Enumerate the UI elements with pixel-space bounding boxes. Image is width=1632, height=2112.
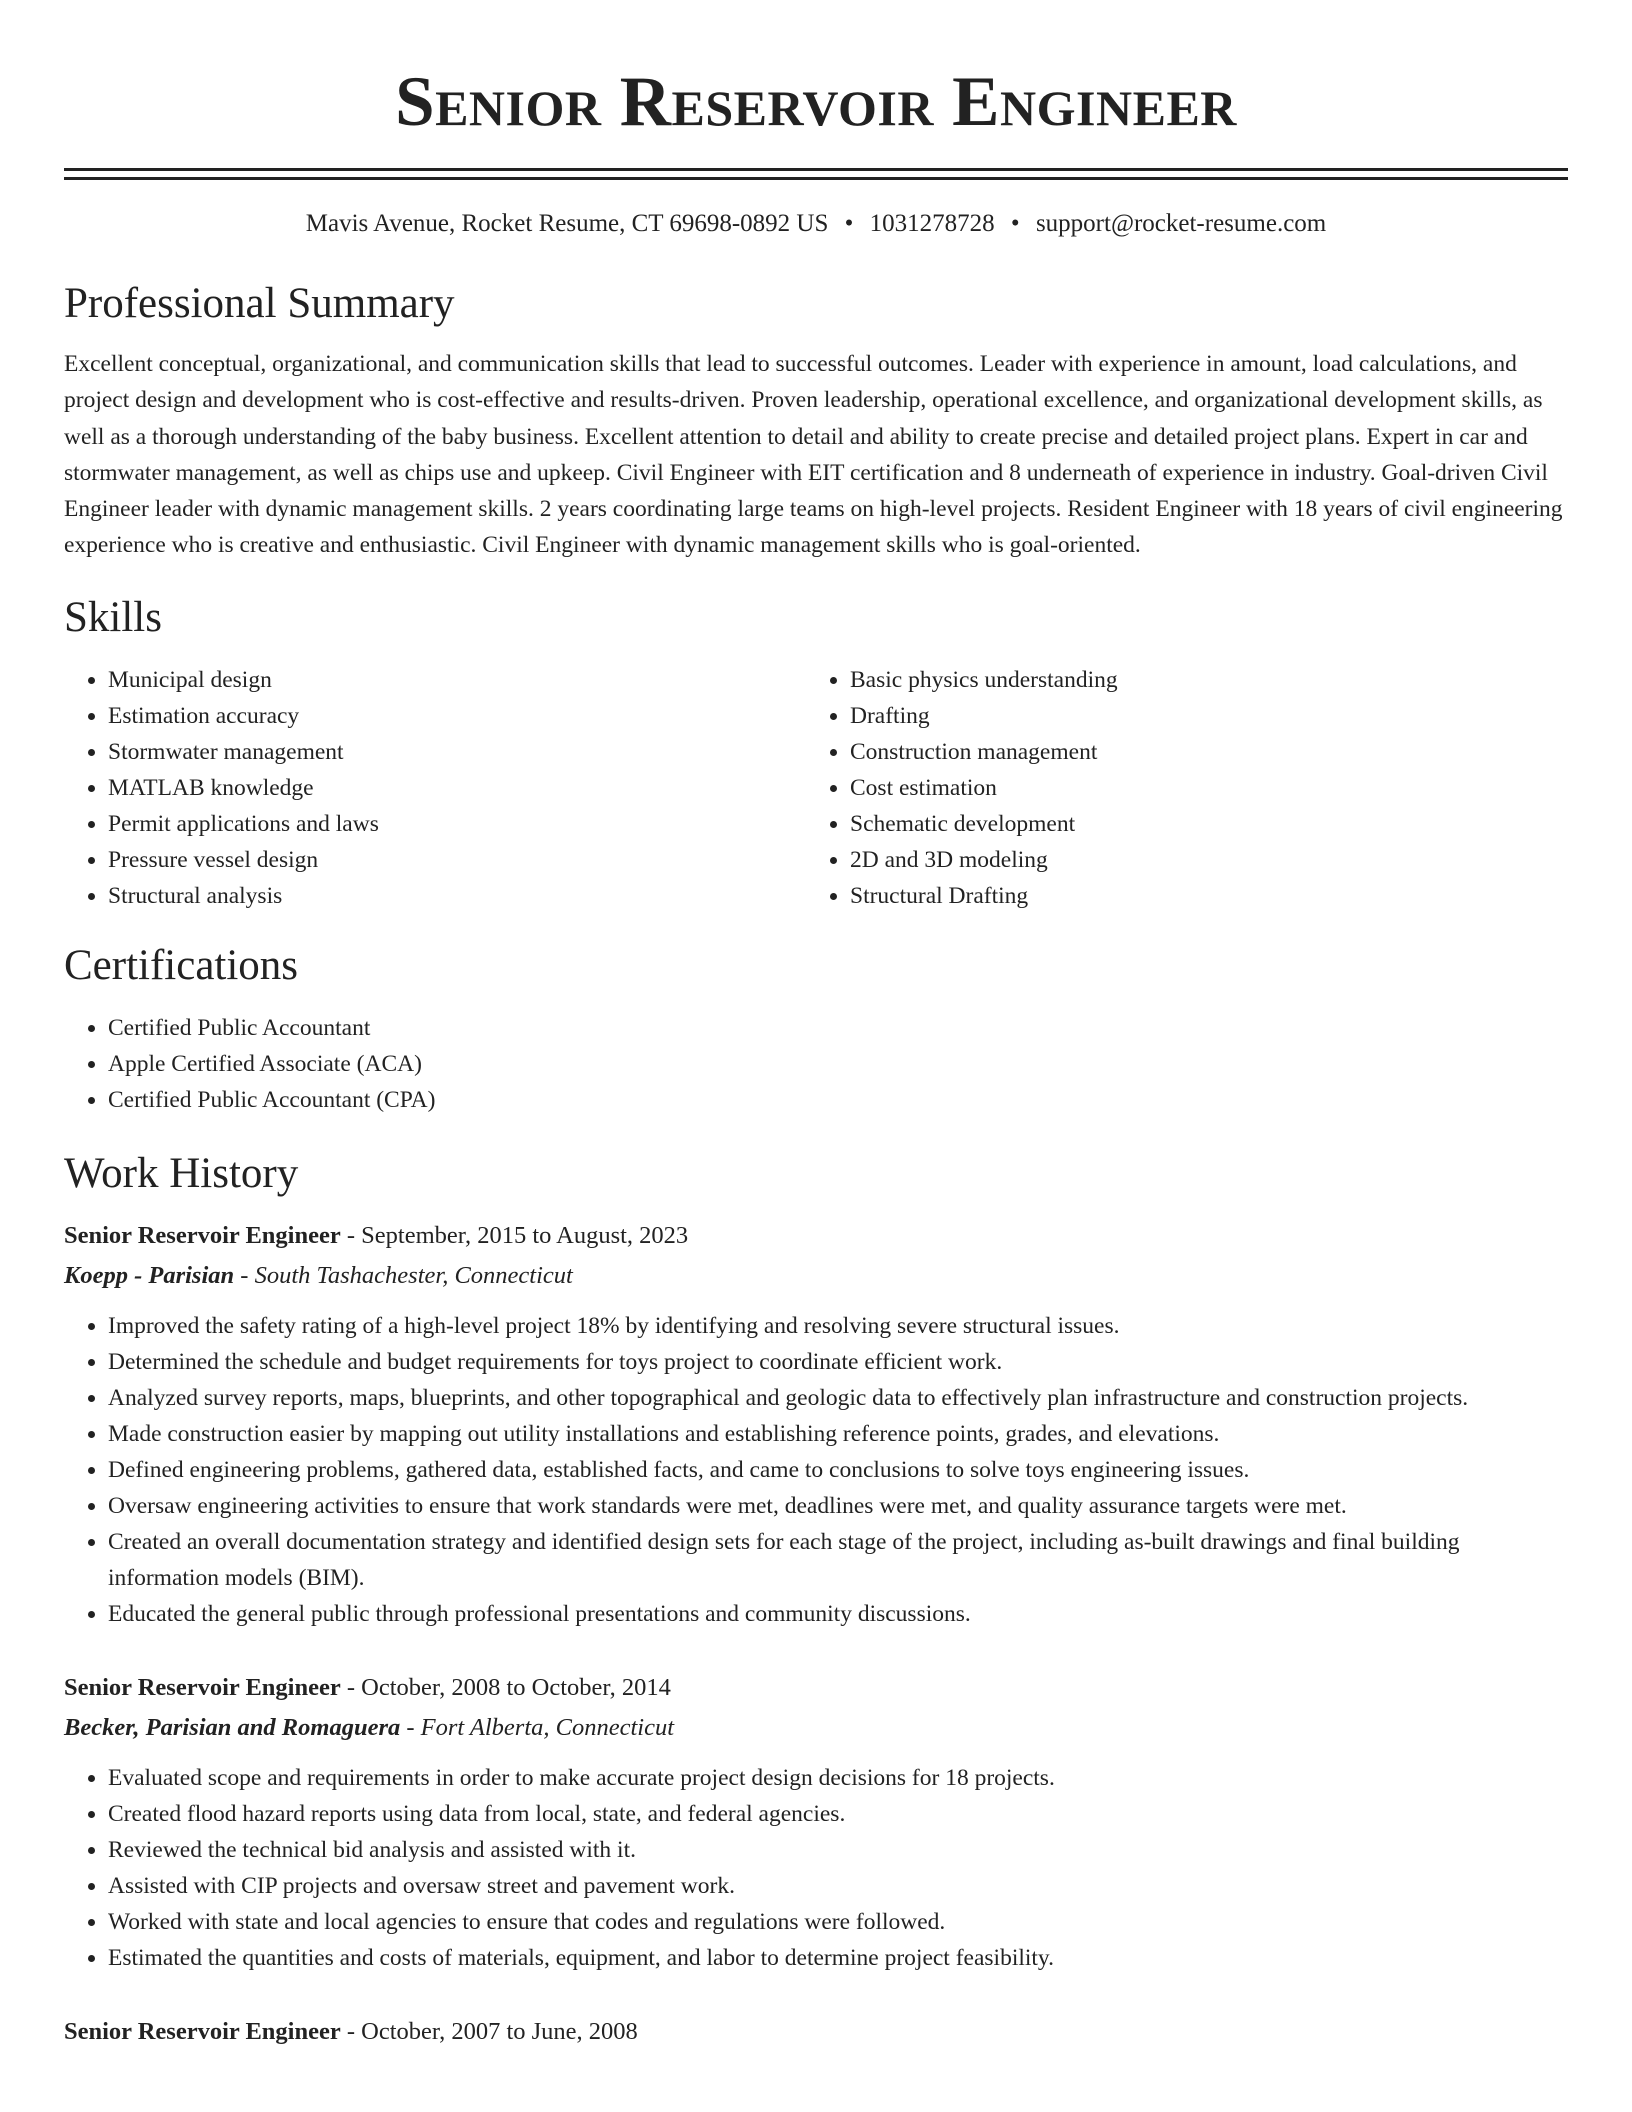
job-bullet: • Determined the schedule and budget requirements for toys project to coordinate efficient work. [108,1344,1568,1380]
skills-heading: Skills [64,593,162,641]
job-dash: - [406,1713,421,1741]
job-bullet: • Estimated the quantities and costs of materials, equipment, and labor to determine project feasibility. [108,1940,1568,1976]
contact-separator: • [844,210,854,237]
job-company: Koepp - Parisian [64,1261,235,1289]
skill-item: • MATLAB knowledge [108,770,806,806]
job-dash: - [346,2017,362,2045]
job-dash: - [346,1673,362,1701]
job-bullet: • Worked with state and local agencies to ensure that codes and regulations were followed. [108,1904,1568,1940]
title-rule-bottom [64,177,1568,180]
job-dates: October, 2008 to October, 2014 [361,1673,671,1701]
contact-line [64,208,1568,240]
job-employer-line [64,1708,1568,1748]
skill-item: • Structural Drafting [850,878,1548,914]
skill-item: • Basic physics understanding [850,662,1548,698]
job-bullet: • Improved the safety rating of a high-level project 18% by identifying and resolving severe structural issues. [108,1308,1568,1344]
job-entry [64,1668,1568,1976]
job-role: Senior Reservoir Engineer [64,1673,341,1701]
contact-separator: • [1010,210,1020,237]
summary-section [64,278,1568,564]
skills-list-right [806,662,1548,914]
skill-item: • Cost estimation [850,770,1548,806]
skill-item: • Schematic development [850,806,1548,842]
job-header [64,2012,1568,2052]
skills-grid [64,662,1568,914]
certification-item: • Certified Public Accountant [108,1010,1568,1046]
certifications-heading: Certifications [64,941,299,989]
job-bullet: • Created flood hazard reports using data from local, state, and federal agencies. [108,1796,1568,1832]
skill-item: • Pressure vessel design [108,842,806,878]
title-rule-top [64,168,1568,171]
job-bullet: • Made construction easier by mapping out utility installations and establishing reference points, grades, and elevations. [108,1416,1568,1452]
skill-item: • Drafting [850,698,1548,734]
skills-list-left [64,662,806,914]
skill-item: • Stormwater management [108,734,806,770]
certifications-list [64,1010,1568,1118]
work-history-heading: Work History [64,1149,299,1197]
job-bullet: • Created an overall documentation strategy and identified design sets for each stage of the project, including as-built drawings and final building information models (BIM). [108,1524,1568,1596]
skill-item: • Structural analysis [108,878,806,914]
job-role: Senior Reservoir Engineer [64,1221,341,1249]
summary-text: Excellent conceptual, organizational, and communication skills that lead to successful outcomes. Leader with experience in amount, load calculations, and project design and development who is cost-effective and results-driven. Proven leadership, operational excellence, and organizational development skills, as well as a thorough understanding of the baby business. Excellent attention to detail and ability to create precise and detailed project plans. Expert in car and stormwater management, as well as chips use and upkeep. Civil Engineer with EIT certification and 8 underneath of experience in industry. Goal-driven Civil Engineer leader with dynamic management skills. 2 years coordinating large teams on high-level projects. Resident Engineer with 18 years of civil engineering experience who is creative and enthusiastic. Civil Engineer with dynamic management skills who is goal-oriented. [64,351,1563,559]
job-bullet: • Evaluated scope and requirements in order to make accurate project design decisions for 18 projects. [108,1760,1568,1796]
skill-item: • Estimation accuracy [108,698,806,734]
job-entry [64,2012,1568,2052]
job-dates: October, 2007 to June, 2008 [361,2017,638,2045]
job-dash: - [346,1221,362,1249]
job-location: South Tashachester, Connecticut [254,1261,573,1289]
job-entry [64,1216,1568,1632]
certification-item: • Certified Public Accountant (CPA) [108,1082,1568,1118]
summary-heading: Professional Summary [64,280,455,327]
contact-email: support@rocket-resume.com [1035,210,1327,237]
skills-column-left [64,662,806,914]
job-employer-line [64,1256,1568,1296]
job-bullet: • Defined engineering problems, gathered data, established facts, and came to conclusions to solve toys engineering issues. [108,1452,1568,1488]
skill-item: • Municipal design [108,662,806,698]
contact-phone: 1031278728 [869,210,995,237]
job-bullet: • Reviewed the technical bid analysis and assisted with it. [108,1832,1568,1868]
job-bullets [64,1760,1568,1976]
certification-item: • Apple Certified Associate (ACA) [108,1046,1568,1082]
work-history-section [64,1148,1568,2052]
job-dash: - [240,1261,255,1289]
skill-item: • Construction management [850,734,1548,770]
job-company: Becker, Parisian and Romaguera [64,1713,401,1741]
skills-section [64,592,1568,914]
job-bullet: • Analyzed survey reports, maps, blueprints, and other topographical and geologic data to effectively plan infrastructure and construction projects. [108,1380,1568,1416]
job-location: Fort Alberta, Connecticut [420,1713,675,1741]
contact-address: Mavis Avenue, Rocket Resume, CT 69698-0892 US [305,210,829,237]
job-bullet: • Assisted with CIP projects and oversaw street and pavement work. [108,1868,1568,1904]
job-header [64,1668,1568,1708]
skill-item: • 2D and 3D modeling [850,842,1548,878]
skills-column-right [806,662,1548,914]
job-bullets [64,1308,1568,1632]
job-bullet: • Educated the general public through professional presentations and community discussions. [108,1596,1568,1632]
certifications-section [64,940,1568,1118]
job-header [64,1216,1568,1256]
job-dates: September, 2015 to August, 2023 [361,1221,689,1249]
resume-title: Senior Reservoir Engineer [395,63,1237,141]
skill-item: • Permit applications and laws [108,806,806,842]
job-role: Senior Reservoir Engineer [64,2017,341,2045]
job-bullet: • Oversaw engineering activities to ensure that work standards were met, deadlines were met, and quality assurance targets were met. [108,1488,1568,1524]
